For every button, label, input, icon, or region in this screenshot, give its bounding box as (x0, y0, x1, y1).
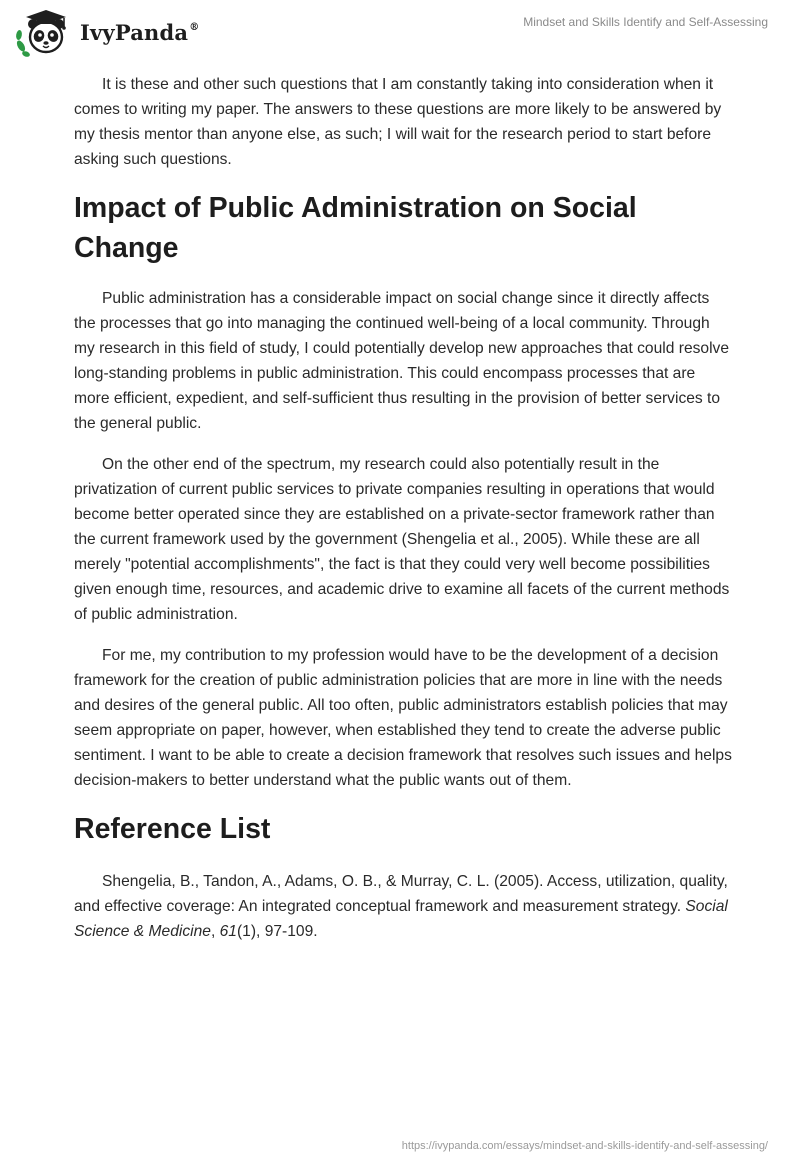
reference-separator: , (210, 923, 220, 940)
paragraph-3: For me, my contribution to my profession would have to be the development of a decision framework for the creation of public administration policies that are more in line with the needs and desires of the general public. All too often, public administrators establish policies that may seem appropriate on paper, however, when established they tend to create the adverse public sentiment. I want to be able to create a decision framework that resolves such issues and helps decision-makers to better understand what the public wants out of them. (74, 647, 732, 789)
page-header (0, 0, 800, 70)
section-heading-references: Reference List (74, 813, 271, 845)
paragraph-2: On the other end of the spectrum, my research could also potentially result in the privatization of current public services to private companies resulting in operations that would become better operated since they are established on a private-sector framework rather than the current framework used by the government (Shengelia et al., 2005). While these are all merely "potential accomplishments", the fact is that they could very well become possibilities given enough time, resources, and academic drive to examine all facets of the current methods of public administration. (74, 456, 730, 623)
section-heading-impact: Impact of Public Administration on Social Change (74, 192, 637, 264)
reference-authors: Shengelia, B., Tandon, A., Adams, O. B., & Murray, C. L. (2005). Access, utilization, quality, and effective coverage: An integrated conceptual framework and measurement strategy. (74, 873, 728, 915)
reference-issue-pages: (1), 97-109. (236, 923, 318, 940)
reference-entry (74, 869, 734, 944)
essay-content (74, 72, 734, 960)
footer-url[interactable]: https://ivypanda.com/essays/mindset-and-skills-identify-and-self-assessing/ (401, 1140, 768, 1152)
reference-journal: Social Science & Medicine (74, 898, 728, 940)
panda-graduate-logo-icon (14, 8, 78, 60)
document-title: Mindset and Skills Identify and Self-Assessing (523, 15, 768, 29)
intro-paragraph: It is these and other such questions that I am constantly taking into consideration when it comes to writing my paper. The answers to these questions are more likely to be answered by my thesis mentor than anyone else, as such; I will wait for the research period to start before asking such questions. (74, 76, 722, 168)
reference-volume: 61 (219, 923, 237, 940)
ivypanda-logo[interactable] (14, 8, 214, 60)
brand-name: IvyPanda® (80, 20, 200, 45)
paragraph-1: Public administration has a considerable impact on social change since it directly affects the processes that go into managing the continued well-being of a local community. Through my research in this field of study, I could potentially develop new approaches that could resolve long-standing problems in public administration. This could encompass processes that are more efficient, expedient, and self-sufficient thus resulting in the provision of better services to the general public. (74, 290, 730, 432)
